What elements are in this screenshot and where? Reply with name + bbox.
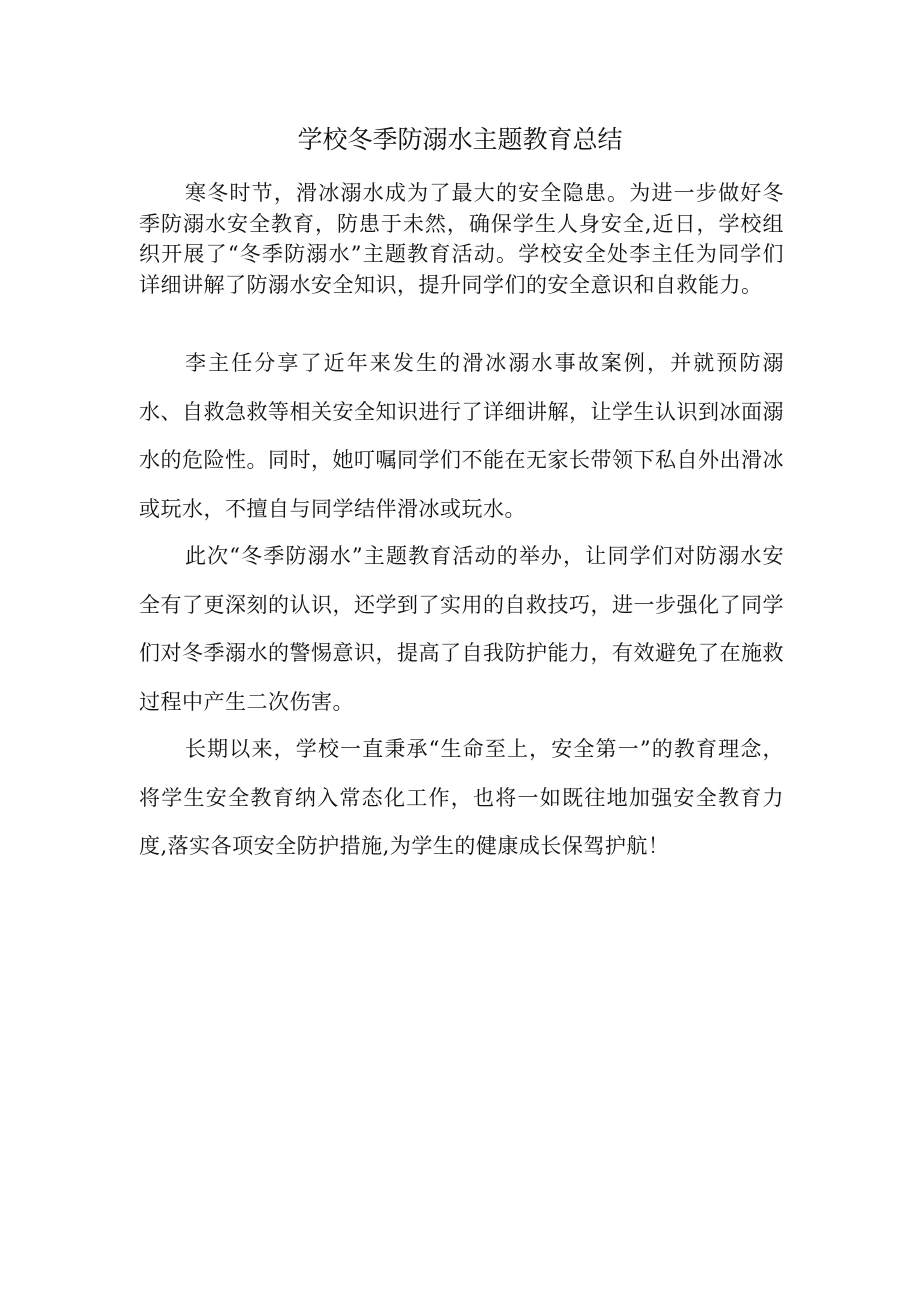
paragraph-3: 此次“冬季防溺水”主题教育活动的举办，让同学们对防溺水安全有了更深刻的认识，还学到了实用的自救技巧，进一步强化了同学们对冬季溺水的警惕意识，提高了自我防护能力，有效避免了在施救过程中产生二次伤害。: [139, 544, 784, 714]
paragraph-4: 长期以来，学校一直秉承“生命至上，安全第一”的教育理念，将学生安全教育纳入常态化工作，也将一如既往地加强安全教育力度,落实各项安全防护措施,为学生的健康成长保驾护航！: [139, 737, 784, 858]
paragraph-2: 李主任分享了近年来发生的滑冰溺水事故案例，并就预防溺水、自救急救等相关安全知识进行了详细讲解，让学生认识到冰面溺水的危险性。同时，她叮嘱同学们不能在无家长带领下私自外出滑冰或玩水，不擅自与同学结伴滑冰或玩水。: [139, 351, 784, 521]
paragraph-1: 寒冬时节，滑冰溺水成为了最大的安全隐患。为进一步做好冬季防溺水安全教育，防患于未然，确保学生人身安全,近日，学校组织开展了“冬季防溺水”主题教育活动。学校安全处李主任为同学们详细讲解了防溺水安全知识，提升同学们的安全意识和自救能力。: [139, 181, 784, 297]
document-title: 学校冬季防溺水主题教育总结: [297, 125, 623, 154]
